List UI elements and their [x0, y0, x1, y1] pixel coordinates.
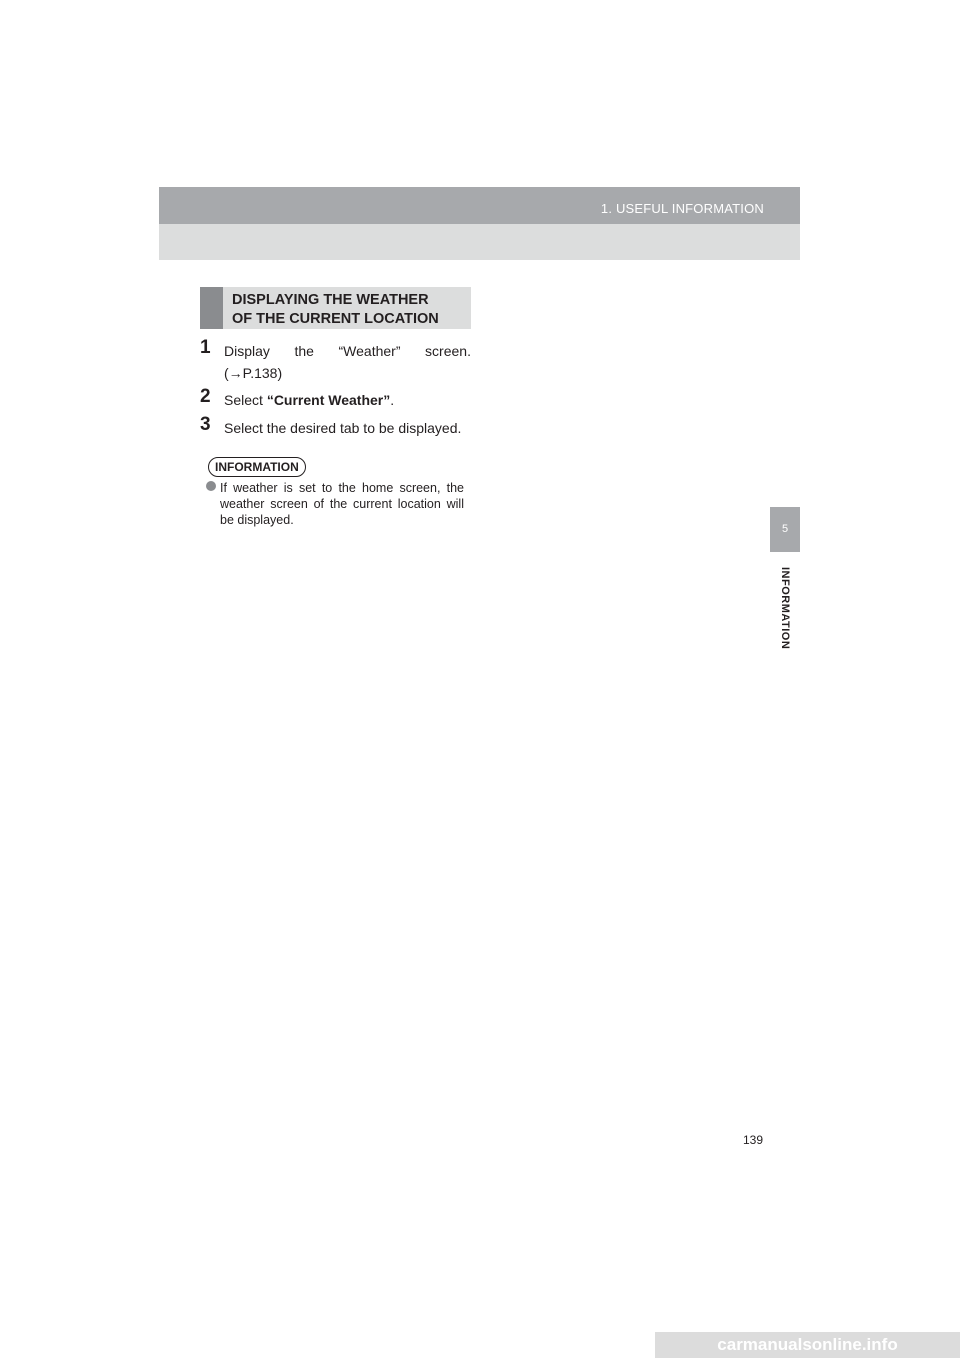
chapter-label	[770, 562, 800, 654]
subsection-heading	[200, 287, 471, 329]
step-1-word: the	[294, 343, 314, 359]
heading-text	[232, 291, 439, 329]
step-2-suffix: .	[390, 392, 395, 408]
page-number: 139	[743, 1133, 764, 1147]
information-text: If weather is set to the home screen, the weather screen of the current location will be displayed.	[220, 481, 464, 527]
step-2-emphasis: “Current Weather”	[266, 392, 391, 408]
heading-accent-bar	[200, 287, 223, 329]
step-number: 1	[200, 337, 211, 358]
header-subband	[159, 224, 800, 260]
step-1-word: Display	[224, 343, 270, 359]
section-title: 1. USEFUL INFORMATION	[600, 201, 764, 216]
step-body: Select the desired tab to be displayed.	[224, 420, 462, 436]
step-1-word: “Weather”	[338, 343, 401, 359]
heading-line-1: DISPLAYING THE WEATHER	[232, 292, 429, 308]
watermark: carmanualsonline.info	[655, 1332, 960, 1358]
information-badge: INFORMATION	[208, 457, 306, 477]
page-reference: (→P.138)	[224, 365, 283, 381]
bullet-icon	[206, 481, 216, 491]
step-number: 2	[200, 386, 211, 407]
step-body	[224, 340, 471, 384]
step-2-prefix: Select	[224, 392, 267, 408]
step-1-word: screen.	[425, 343, 471, 359]
chapter-number-tab: 5	[770, 507, 800, 552]
chapter-label-text: INFORMATION	[779, 566, 791, 650]
step-number: 3	[200, 414, 211, 435]
step-body	[224, 389, 471, 411]
heading-line-2: OF THE CURRENT LOCATION	[232, 311, 439, 327]
step-1-line-1	[224, 340, 471, 362]
